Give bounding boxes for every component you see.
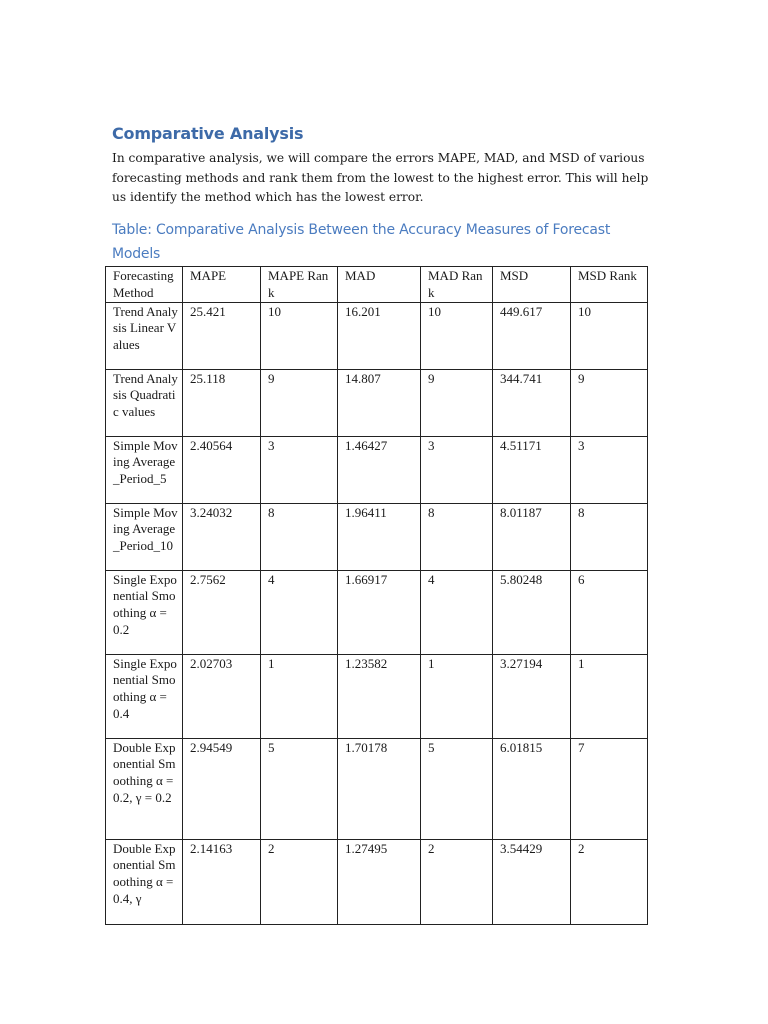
table-row — [106, 839, 648, 924]
table-row — [106, 369, 648, 436]
cell-msd-rank: 7 — [571, 738, 648, 839]
cell-mad-rank: 2 — [421, 839, 493, 924]
cell-mad: 1.70178 — [338, 738, 421, 839]
cell-mape: 2.02703 — [183, 654, 261, 738]
header-msd-rank: MSD Rank — [571, 267, 648, 303]
cell-mape-rank: 3 — [261, 436, 338, 503]
cell-mad: 1.66917 — [338, 570, 421, 654]
cell-method: Simple Moving Average_Period_10 — [106, 503, 183, 570]
cell-mape: 25.421 — [183, 302, 261, 369]
cell-msd: 8.01187 — [493, 503, 571, 570]
cell-msd-rank: 6 — [571, 570, 648, 654]
header-mape: MAPE — [183, 267, 261, 303]
cell-msd: 4.51171 — [493, 436, 571, 503]
cell-method: Single Exponential Smoothing α = 0.4 — [106, 654, 183, 738]
cell-mad-rank: 10 — [421, 302, 493, 369]
header-msd: MSD — [493, 267, 571, 303]
cell-mad-rank: 1 — [421, 654, 493, 738]
cell-mape: 2.7562 — [183, 570, 261, 654]
cell-mad-rank: 4 — [421, 570, 493, 654]
cell-msd-rank: 8 — [571, 503, 648, 570]
cell-mape-rank: 2 — [261, 839, 338, 924]
cell-msd-rank: 3 — [571, 436, 648, 503]
table-header-row — [106, 267, 648, 303]
cell-mape-rank: 5 — [261, 738, 338, 839]
cell-mape-rank: 9 — [261, 369, 338, 436]
cell-mad-rank: 8 — [421, 503, 493, 570]
cell-method: Trend Analysis Linear Values — [106, 302, 183, 369]
intro-paragraph: In comparative analysis, we will compare the errors MAPE, MAD, and MSD of various forecasting methods and rank them from the lowest to the highest error. This will help us identify the method which has the lowest error. — [112, 151, 649, 204]
cell-mape: 2.40564 — [183, 436, 261, 503]
header-mape-rank: MAPE Rank — [261, 267, 338, 303]
cell-method: Double Exponential Smoothing α = 0.2, γ = 0.2 — [106, 738, 183, 839]
cell-mad: 1.23582 — [338, 654, 421, 738]
table-caption: Table: Comparative Analysis Between the Accuracy Measures of Forecast Models — [112, 222, 611, 262]
header-mad: MAD — [338, 267, 421, 303]
section-heading: Comparative Analysis — [112, 124, 304, 143]
cell-mape-rank: 8 — [261, 503, 338, 570]
cell-msd: 3.54429 — [493, 839, 571, 924]
cell-mad: 14.807 — [338, 369, 421, 436]
cell-mape: 2.94549 — [183, 738, 261, 839]
cell-mad-rank: 5 — [421, 738, 493, 839]
cell-mad-rank: 9 — [421, 369, 493, 436]
table-row — [106, 570, 648, 654]
cell-mape-rank: 4 — [261, 570, 338, 654]
cell-msd-rank: 9 — [571, 369, 648, 436]
cell-mape: 2.14163 — [183, 839, 261, 924]
cell-msd: 5.80248 — [493, 570, 571, 654]
cell-method: Single Exponential Smoothing α = 0.2 — [106, 570, 183, 654]
cell-method: Trend Analysis Quadratic values — [106, 369, 183, 436]
table-row — [106, 654, 648, 738]
cell-mad: 1.27495 — [338, 839, 421, 924]
cell-msd: 6.01815 — [493, 738, 571, 839]
cell-msd-rank: 1 — [571, 654, 648, 738]
cell-mape: 3.24032 — [183, 503, 261, 570]
header-forecasting-method: Forecasting Method — [106, 267, 183, 303]
table-row — [106, 302, 648, 369]
cell-msd-rank: 2 — [571, 839, 648, 924]
cell-msd: 344.741 — [493, 369, 571, 436]
table-row — [106, 738, 648, 839]
table-row — [106, 503, 648, 570]
cell-mad: 1.96411 — [338, 503, 421, 570]
table-row — [106, 436, 648, 503]
cell-msd: 449.617 — [493, 302, 571, 369]
cell-mad: 1.46427 — [338, 436, 421, 503]
cell-mad: 16.201 — [338, 302, 421, 369]
cell-msd: 3.27194 — [493, 654, 571, 738]
cell-msd-rank: 10 — [571, 302, 648, 369]
header-mad-rank: MAD Rank — [421, 267, 493, 303]
cell-method: Double Exponential Smoothing α = 0.4, γ — [106, 839, 183, 924]
comparative-analysis-table — [105, 266, 648, 925]
cell-mape-rank: 1 — [261, 654, 338, 738]
cell-method: Simple Moving Average_Period_5 — [106, 436, 183, 503]
cell-mad-rank: 3 — [421, 436, 493, 503]
cell-mape: 25.118 — [183, 369, 261, 436]
cell-mape-rank: 10 — [261, 302, 338, 369]
